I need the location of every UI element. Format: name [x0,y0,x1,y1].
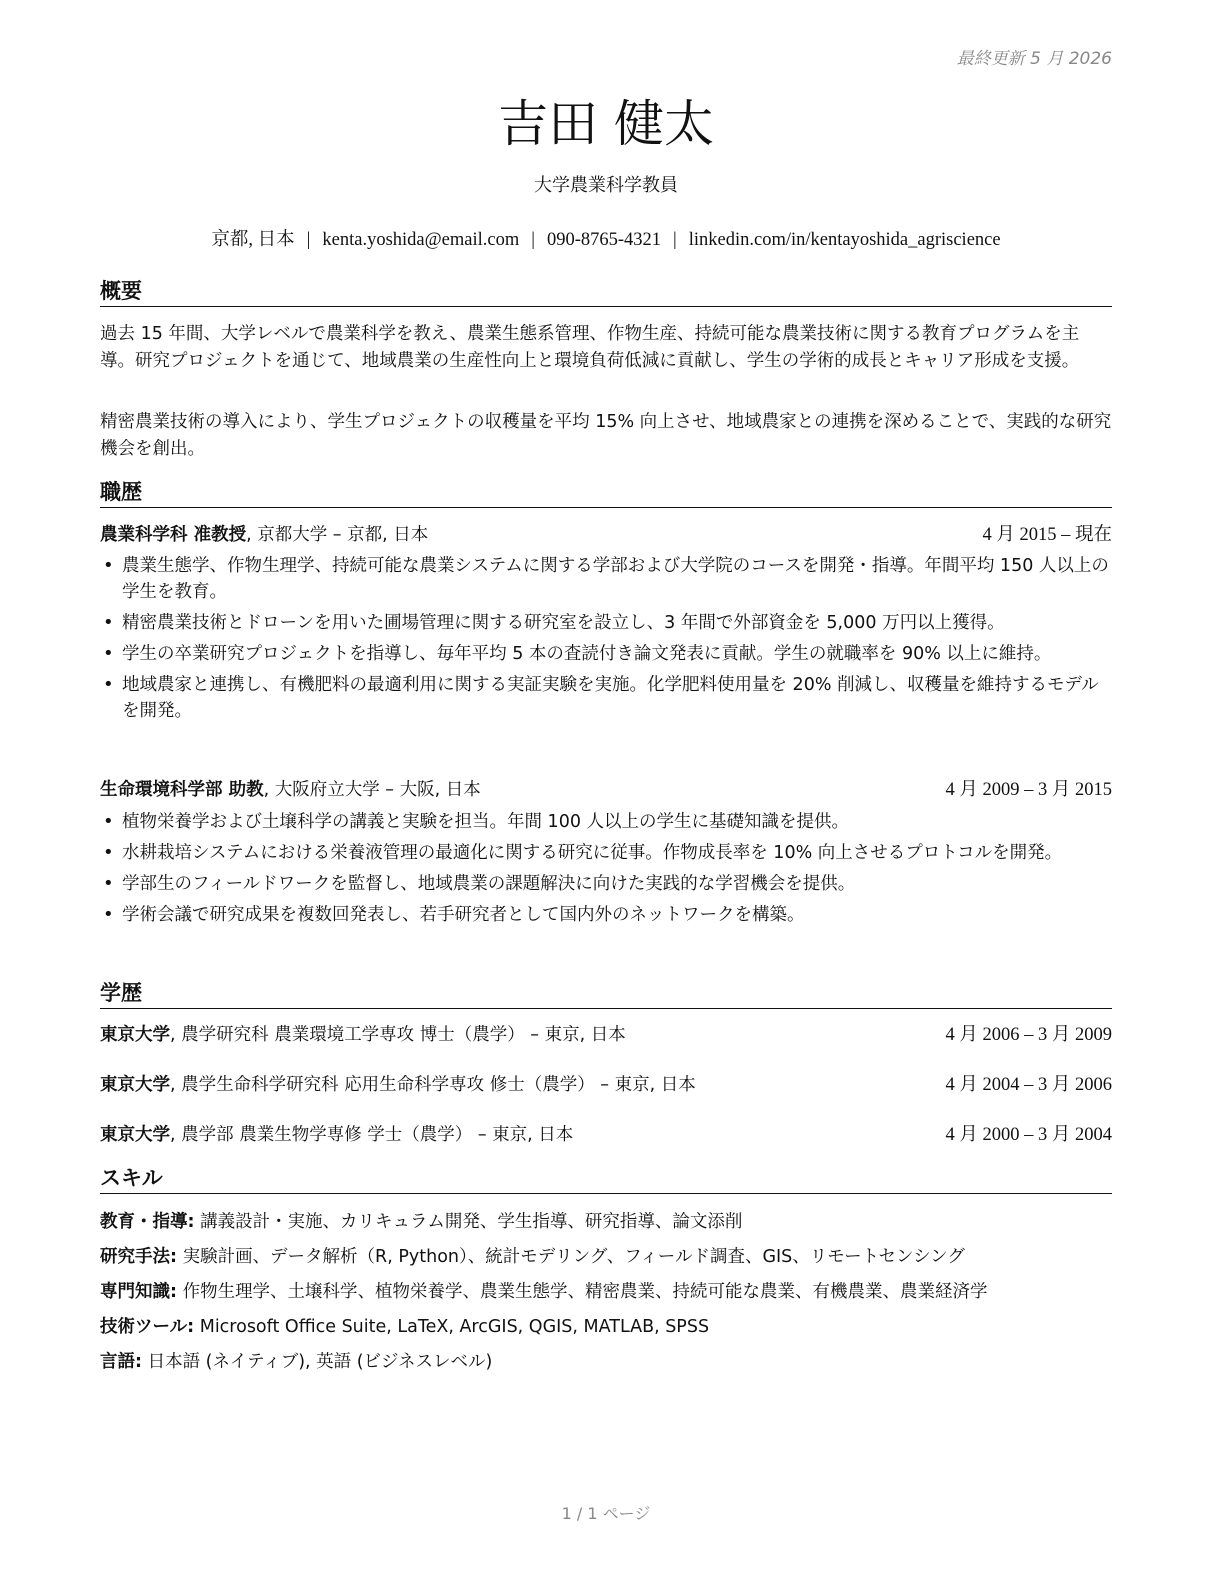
job-dates: 4 月 2015 – 現在 [982,525,1112,545]
job-bullet: • 水耕栽培システムにおける栄養液管理の最適化に関する研究に従事。作物成長率を 10% 向上させるプロトコルを開発。 [100,840,1112,866]
contact-email[interactable]: kenta.yoshida@email.com [322,230,520,250]
skill-label: 技術ツール: [100,1317,195,1337]
education-item [100,1122,1112,1148]
job-bullet: • 精密農業技術とドローンを用いた圃場管理に関する研究室を設立し、3 年間で外部資金を 5,000 万円以上獲得。 [100,610,1112,636]
education-item [100,1022,1112,1048]
skill-label: 研究手法: [100,1247,177,1267]
contact-line [100,225,1112,251]
job-bullet: • 農業生態学、作物生理学、持続可能な農業システムに関する学部および大学院のコースを開発・指導。年間平均 150 人以上の学生を教育。 [100,553,1112,605]
education-item [100,1072,1112,1098]
job-dates: 4 月 2009 – 3 月 2015 [945,780,1112,800]
contact-separator: | [306,230,311,250]
skill-label: 言語: [100,1352,142,1372]
education-dates: 4 月 2006 – 3 月 2009 [945,1025,1112,1045]
last-updated: 最終更新 5 月 2026 [956,49,1112,69]
job-bullet: • 学生の卒業研究プロジェクトを指導し、毎年平均 5 本の査読付き論文発表に貢献。学生の就職率を 90% 以上に維持。 [100,641,1112,667]
page-number: 1 / 1 ページ [561,1504,651,1523]
job-bullet: • 植物栄養学および土壌科学の講義と実験を担当。年間 100 人以上の学生に基礎知識を提供。 [100,809,1112,835]
contact-location: 京都, 日本 [211,230,295,250]
education-detail: , 農学生命科学研究科 応用生命科学専攻 修士（農学） – 東京, 日本 [170,1075,696,1095]
skill-row [100,1209,1112,1235]
skill-value: 日本語 (ネイティブ), 英語 (ビジネスレベル) [142,1352,493,1372]
education-school: 東京大学 [100,1125,170,1145]
job-org: , 京都大学 – 京都, 日本 [246,525,429,545]
contact-separator: | [673,230,677,250]
education-dates: 4 月 2000 – 3 月 2004 [945,1125,1112,1145]
contact-linkedin[interactable]: linkedin.com/in/kentayoshida_agriscience [688,230,1001,250]
education-detail: , 農学研究科 農業環境工学専攻 博士（農学） – 東京, 日本 [170,1025,626,1045]
skill-value: 講義設計・実施、カリキュラム開発、学生指導、研究指導、論文添削 [194,1212,743,1232]
skill-row [100,1279,1112,1305]
job-bullet: • 地域農家と連携し、有機肥料の最適利用に関する実証実験を実施。化学肥料使用量を 20% 削減し、収穫量を維持するモデルを開発。 [100,672,1112,724]
section-title-skills: スキル [100,1164,1112,1194]
skill-row [100,1349,1112,1375]
education-school: 東京大学 [100,1025,170,1045]
person-name: 吉田 健太 [498,95,714,153]
skill-label: 専門知識: [100,1282,177,1302]
summary-paragraph-1: 過去 15 年間、大学レベルで農業科学を教え、農業生態系管理、作物生産、持続可能な農業技術に関する教育プログラムを主導。研究プロジェクトを通じて、地域農業の生産性向上と環境負荷低減に貢献し、学生の学術的成長とキャリア形成を支援。 [100,324,1080,371]
resume-page [100,0,1112,1584]
section-title-summary: 概要 [100,277,1112,307]
job-bullets [100,553,1112,729]
job-bullet: • 学部生のフィールドワークを監督し、地域農業の課題解決に向けた実践的な学習機会を提供。 [100,871,1112,897]
job-header [100,777,1112,803]
skill-row [100,1314,1112,1340]
job-bullet: • 学術会議で研究成果を複数回発表し、若手研究者として国内外のネットワークを構築。 [100,902,1112,928]
job-header [100,522,1112,548]
skill-value: Microsoft Office Suite, LaTeX, ArcGIS, QGIS, MATLAB, SPSS [194,1317,710,1337]
section-title-experience: 職歴 [100,478,1112,508]
skill-row [100,1244,1112,1270]
education-school: 東京大学 [100,1075,170,1095]
education-dates: 4 月 2004 – 3 月 2006 [945,1075,1112,1095]
skill-value: 実験計画、データ解析（R, Python）、統計モデリング、フィールド調査、GIS、リモートセンシング [177,1247,965,1267]
contact-phone[interactable]: 090-8765-4321 [546,230,662,250]
skill-label: 教育・指導: [100,1212,195,1232]
summary-paragraph-2: 精密農業技術の導入により、学生プロジェクトの収穫量を平均 15% 向上させ、地域農家との連携を深めることで、実践的な研究機会を創出。 [100,412,1112,459]
person-role: 大学農業科学教員 [534,175,678,196]
contact-separator: | [531,230,535,250]
job-title: 農業科学科 准教授 [100,525,247,545]
education-detail: , 農学部 農業生物学専修 学士（農学） – 東京, 日本 [170,1125,574,1145]
job-org: , 大阪府立大学 – 大阪, 日本 [263,780,481,800]
job-bullets [100,809,1112,933]
skill-value: 作物生理学、土壌科学、植物栄養学、農業生態学、精密農業、持続可能な農業、有機農業、農業経済学 [177,1282,988,1302]
section-title-education: 学歴 [100,979,1112,1009]
job-title: 生命環境科学部 助教 [100,780,264,800]
